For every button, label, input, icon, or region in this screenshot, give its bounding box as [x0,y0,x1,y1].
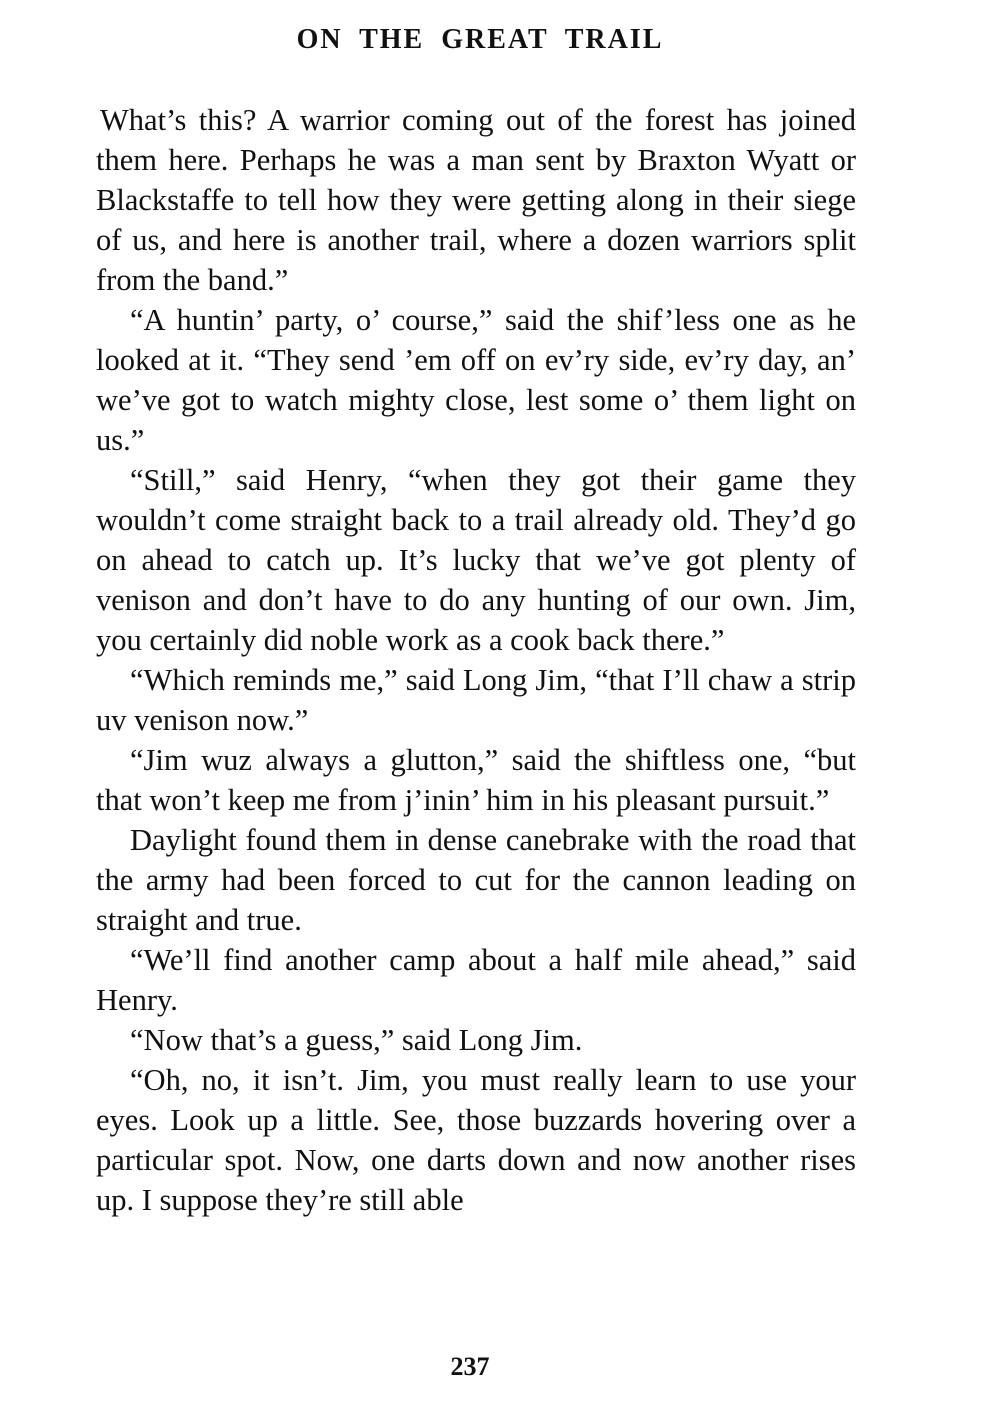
paragraph: “We’ll find another camp about a half mile ahead,” said Henry. [96,943,856,1017]
paragraph: “A huntin’ party, o’ course,” said the shif’less one as he looked at it. “They send ’em off on ev’ry side, ev’ry day, an’ we’ve got to watch mighty close, lest some o’ them light on us.” [96,303,856,457]
paragraph: “Oh, no, it isn’t. Jim, you must really learn to use your eyes. Look up a little. See, those buzzards hovering over a particular spot. Now, one darts down and now another rises up. I suppose they’re still able [96,1063,856,1217]
page-number: 237 [450,1352,490,1381]
running-head-title: ON THE GREAT TRAIL [296,24,664,55]
paragraph: “Which reminds me,” said Long Jim, “that I’ll chaw a strip uv venison now.” [96,663,856,737]
paragraph: Daylight found them in dense canebrake with the road that the army had been forced to cut for the cannon leading on straight and true. [96,823,856,937]
paragraph: “Jim wuz always a glutton,” said the shiftless one, “but that won’t keep me from j’inin’ him in his pleasant pursuit.” [96,743,856,817]
paragraph: “Still,” said Henry, “when they got their game they wouldn’t come straight back to a trail already old. They’d go on ahead to catch up. It’s lucky that we’ve got plenty of venison and don’t have to do any hunting of our own. Jim, you certainly did noble work as a cook back there.” [96,463,856,657]
body-text [96,100,856,1220]
paragraph: “Now that’s a guess,” said Long Jim. [130,1023,583,1057]
paragraph: What’s this? A warrior coming out of the forest has joined them here. Perhaps he was a man sent by Braxton Wyatt or Blackstaffe to tell how they were getting along in their siege of us, and here is another trail, where a dozen warriors split from the band.” [96,103,856,297]
